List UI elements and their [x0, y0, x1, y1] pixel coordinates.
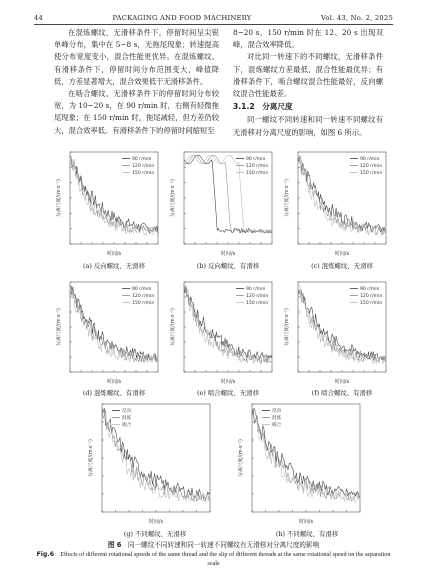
x-axis-label: 时间/s — [148, 519, 164, 525]
series-line — [70, 289, 158, 363]
right-text-column — [233, 27, 383, 139]
legend-label: 120 r/min — [360, 294, 383, 299]
y-axis-label: 分离尺度/(m·s⁻¹) — [89, 439, 94, 477]
panel-caption-b: (b) 反向螺纹、有滑移 — [196, 262, 260, 270]
legend-label: 90 r/min — [132, 157, 152, 162]
chart-svg — [282, 276, 390, 386]
y-axis-label: 分离尺度/(m·s⁻¹) — [239, 439, 244, 477]
page-header — [0, 0, 427, 22]
series-line — [102, 408, 210, 502]
legend-label: 120 r/min — [246, 164, 269, 169]
figure-label-en: Fig.6 — [36, 551, 54, 558]
legend-label: 150 r/min — [246, 171, 269, 176]
figure-caption-en: Effects of different rotational speeds of the same thread and the slip of different threads at the same rotational speed on the separation scale — [60, 551, 391, 567]
legend-label: 90 r/min — [132, 287, 152, 292]
paragraph: 对比同一转速下的不同螺纹，无滑移条件下，混炼螺纹方差最低，混合性能最优异；有滑移条件下，啮合螺纹混合性能最好，反向螺纹混合性能最差。 — [233, 52, 383, 99]
chart-svg — [236, 398, 364, 526]
figure-panel-a — [54, 146, 162, 258]
figure-caption — [34, 541, 393, 568]
panel-caption-a: (a) 反向螺纹、无滑移 — [83, 262, 145, 270]
chart-svg — [168, 276, 276, 386]
plot-frame — [252, 404, 360, 512]
panel-caption-f: (f) 啮合螺纹、有滑移 — [311, 389, 373, 397]
legend-label: 120 r/min — [132, 164, 155, 169]
paragraph: 8~20 s，150 r/min 时在 12、20 s 出现双峰，混合效率降低。 — [233, 28, 383, 50]
panel-caption-h: (h) 不同螺纹、有滑移 — [275, 530, 339, 538]
figure-panel-h — [236, 398, 364, 526]
legend-label: 150 r/min — [132, 171, 155, 176]
legend-label: 反向 — [122, 409, 132, 414]
panel-caption-d: (d) 混炼螺纹、有滑移 — [82, 389, 146, 397]
legend-label: 120 r/min — [360, 164, 383, 169]
panel-caption-c: (c) 混炼螺纹、无滑移 — [311, 262, 373, 270]
figure-panel-f — [282, 276, 390, 386]
legend-label: 啮合 — [272, 423, 282, 428]
series-line — [102, 408, 210, 499]
journal-title: PACKAGING AND FOOD MACHINERY — [112, 14, 252, 22]
figure-label-zh: 图 6 — [107, 541, 122, 549]
x-axis-label: 时间/s — [220, 379, 236, 385]
legend-label: 150 r/min — [132, 301, 155, 306]
y-axis-label: 分离尺度/(m·s⁻¹) — [171, 179, 176, 217]
series-line — [184, 289, 272, 363]
paragraph: 在混炼螺纹、无滑移条件下，停留时间呈尖锐单峰分布，集中在 5~8 s，无拖尾现象；转速提高使分布宽度变小，混合性能更优异。在混炼螺纹、有滑移条件下，停留时间分布范围变大，峰值降低，方差显著增大，混合效果低于无滑移条件。 — [54, 28, 219, 86]
y-axis-label: 分离尺度/(m·s⁻¹) — [285, 308, 290, 346]
chart-svg — [168, 146, 276, 258]
legend-label: 90 r/min — [246, 287, 266, 292]
x-axis-label: 时间/s — [334, 379, 350, 385]
paragraph: 在啮合螺纹、无滑移条件下的停留时间分布较宽，为 10~20 s，在 90 r/min 时，右侧有轻微拖尾现象；在 150 r/min 时，拖尾减轻，但方差仍较大，混合效率低。有滑移条件下的停留时间缩短至 — [54, 89, 219, 135]
chart-svg — [282, 146, 390, 258]
figure-panel-d — [54, 276, 162, 386]
chart-svg — [54, 146, 162, 258]
legend-label: 120 r/min — [132, 294, 155, 299]
legend-label: 120 r/min — [246, 294, 269, 299]
figure-panel-g — [86, 398, 214, 526]
legend-label: 混炼 — [272, 416, 282, 421]
plot-frame — [102, 404, 210, 512]
figure-panel-e — [168, 276, 276, 386]
series-line — [252, 408, 360, 502]
legend-label: 90 r/min — [246, 157, 266, 162]
figure-panel-c — [282, 146, 390, 258]
y-axis-label: 分离尺度/(m·s⁻¹) — [285, 179, 290, 217]
left-text-column — [54, 27, 219, 137]
legend-label: 混炼 — [122, 416, 132, 421]
panel-caption-e: (e) 啮合螺纹、无滑移 — [197, 389, 259, 397]
y-axis-label: 分离尺度/(m·s⁻¹) — [171, 308, 176, 346]
y-axis-label: 分离尺度/(m·s⁻¹) — [57, 179, 62, 217]
legend-label: 啮合 — [122, 423, 132, 428]
chart-svg — [54, 276, 162, 386]
legend-label: 150 r/min — [246, 301, 269, 306]
legend-label: 90 r/min — [360, 157, 380, 162]
x-axis-label: 时间/s — [298, 519, 314, 525]
section-heading: 3.1.2 分离尺度 — [233, 102, 293, 112]
y-axis-label: 分离尺度/(m·s⁻¹) — [57, 308, 62, 346]
legend-label: 150 r/min — [360, 171, 383, 176]
header-rule — [34, 24, 393, 25]
x-axis-label: 时间/s — [106, 251, 122, 257]
figure-caption-zh: 同一螺纹不同转速和同一转速不同螺纹有无滑移对分离尺度的影响 — [127, 541, 320, 549]
paragraph: 同一螺纹不同转速和同一转速不同螺纹有无滑移对分离尺度的影响，如图 6 所示。 — [233, 115, 383, 137]
page-number: 44 — [34, 14, 44, 22]
legend-label: 反向 — [272, 409, 282, 414]
volume-info: Vol. 43, No. 2, 2025 — [320, 14, 393, 22]
x-axis-label: 时间/s — [220, 251, 236, 257]
figure-panel-b — [168, 146, 276, 258]
panel-caption-g: (g) 不同螺纹、无滑移 — [123, 530, 187, 538]
legend-label: 90 r/min — [360, 287, 380, 292]
x-axis-label: 时间/s — [106, 379, 122, 385]
legend-label: 150 r/min — [360, 301, 383, 306]
chart-svg — [86, 398, 214, 526]
x-axis-label: 时间/s — [334, 251, 350, 257]
